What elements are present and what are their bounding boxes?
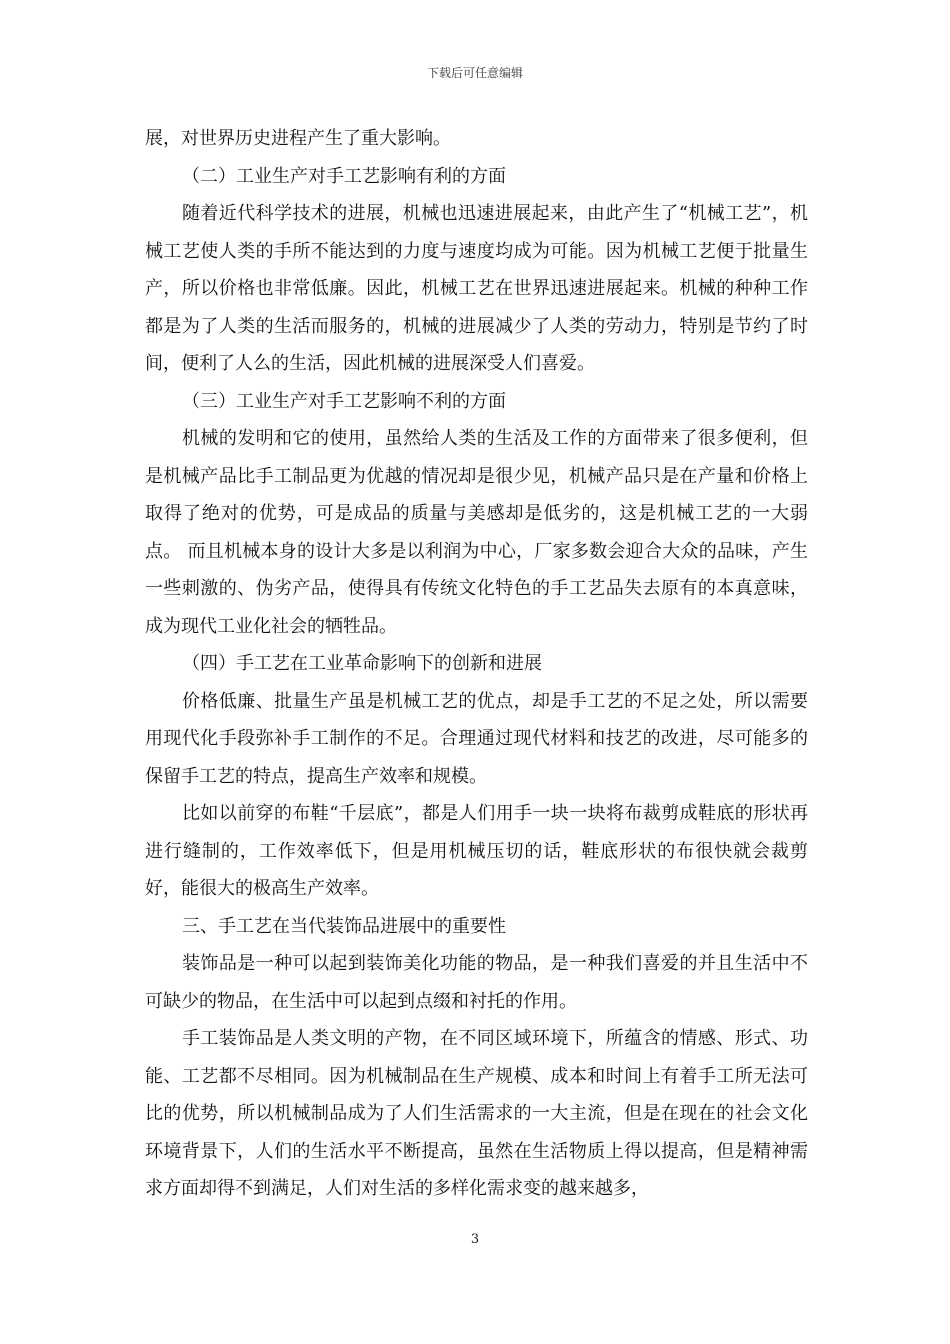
paragraph-mechanical-advantages: 随着近代科学技术的进展，机械也迅速进展起来，由此产生了“机械工艺”，机械工艺使人类的手所不能达到的力度与速度均成为可能。因为机械工艺便于批量生产，所以价格也非常低廉。因此，机械工艺在世界迅速进展起来。机械的种种工作都是为了人类的生活而服务的，机械的进展减少了人类的劳动力，特别是节约了时间，便利了人么的生活，因此机械的进展深受人们喜爱。 xyxy=(145,203,808,374)
paragraph-handmade-decorations: 手工装饰品是人类文明的产物，在不同区域环境下，所蕴含的情感、形式、功能、工艺都不尽相同。因为机械制品在生产规模、成本和时间上有着手工所无法可比的优势，所以机械制品成为了人们生活需求的一大主流，但是在现在的社会文化环境背景下，人们的生活水平不断提高，虽然在生活物质上得以提高，但是精神需求方面却得不到满足，人们对生活的多样化需求变的越来越多， xyxy=(145,1028,808,1199)
section-heading-3: （三）工业生产对手工艺影响不利的方面 xyxy=(182,390,506,412)
section-heading-2: （二）工业生产对手工艺影响有利的方面 xyxy=(182,165,506,187)
paragraph-mechanical-disadvantages: 机械的发明和它的使用，虽然给人类的生活及工作的方面带来了很多便利，但是机械产品比手工制品更为优越的情况却是很少见，机械产品只是在产量和价格上取得了绝对的优势，可是成品的质量与美感却是低劣的，这是机械工艺的一大弱点。 而且机械本身的设计大多是以利润为中心，厂家多数会迎合大众的品味，产生一些刺激的、伪劣产品，使得具有传统文化特色的手工艺品失去原有的本真意味，成为现代工业化社会的牺牲品。 xyxy=(145,428,808,637)
page-header: 下载后可任意编辑 xyxy=(426,66,523,80)
paragraph-innovation: 价格低廉、批量生产虽是机械工艺的优点，却是手工艺的不足之处，所以需要用现代化手段弥补手工制作的不足。合理通过现代材料和技艺的改进，尽可能多的保留手工艺的特点，提高生产效率和规模。 xyxy=(145,690,808,787)
paragraph-continuation: 展，对世界历史进程产生了重大影响。 xyxy=(145,128,451,149)
page-number: 3 xyxy=(470,1232,480,1247)
section-heading-4: （四）手工艺在工业革命影响下的创新和进展 xyxy=(182,653,542,674)
paragraph-example-shoes: 比如以前穿的布鞋“千层底”，都是人们用手一块一块将布裁剪成鞋底的形状再进行缝制的，工作效率低下，但是用机械压切的话，鞋底形状的布很快就会裁剪好，能很大的极高生产效率。 xyxy=(145,803,808,899)
chapter-heading-3: 三、手工艺在当代装饰品进展中的重要性 xyxy=(182,915,506,937)
paragraph-decorations: 装饰品是一种可以起到装饰美化功能的物品，是一种我们喜爱的并且生活中不可缺少的物品，在生活中可以起到点缀和衬托的作用。 xyxy=(145,953,808,1012)
document-body xyxy=(145,120,808,1208)
